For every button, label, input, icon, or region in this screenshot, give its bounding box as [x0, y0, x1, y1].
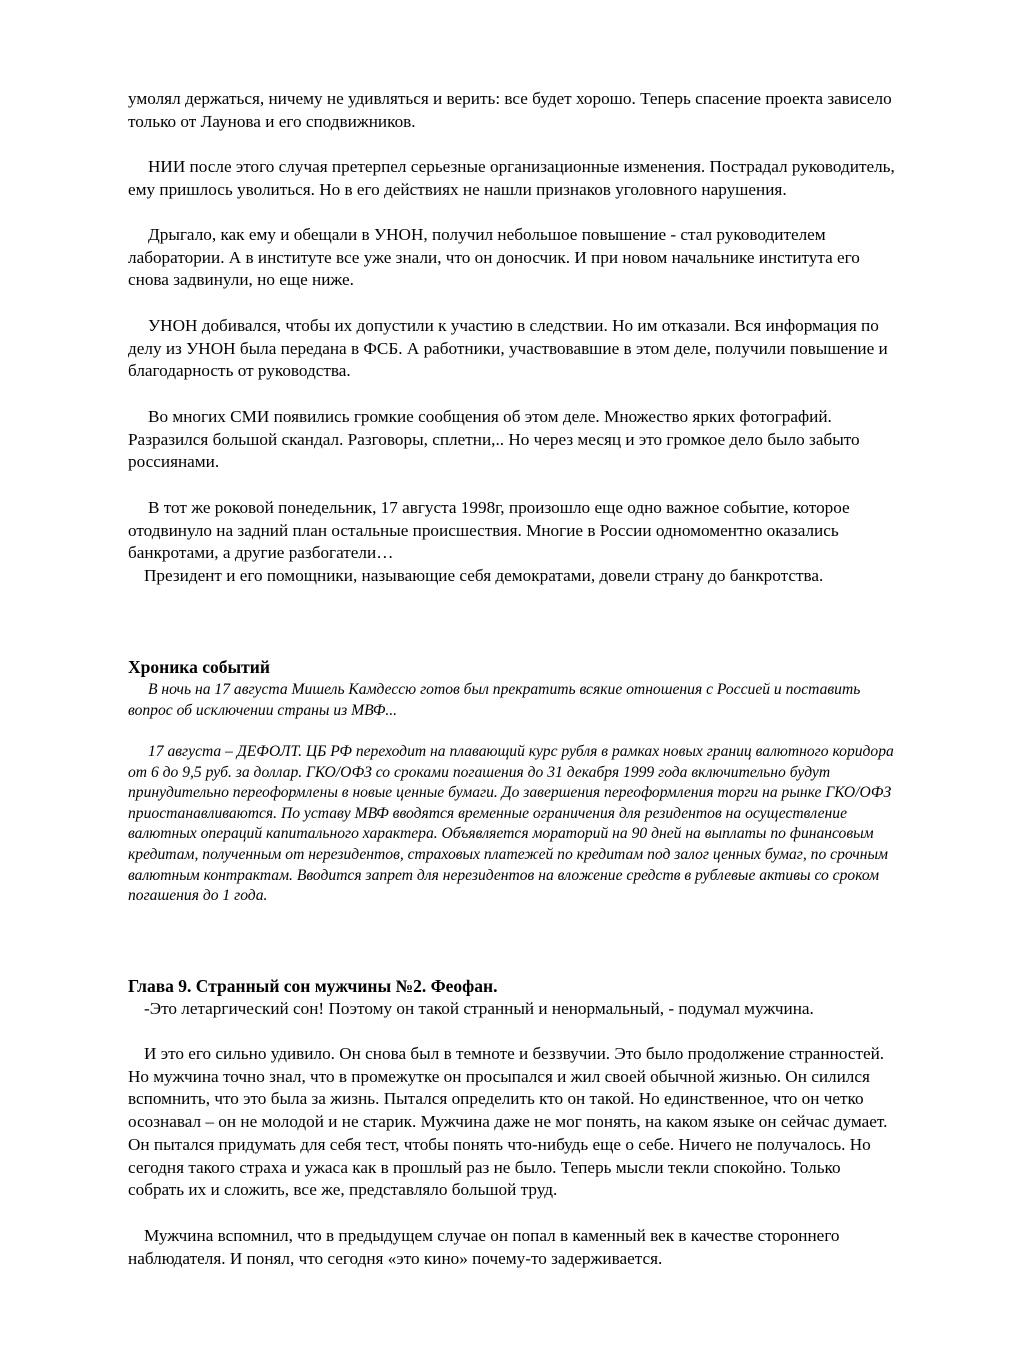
paragraph-6: В тот же роковой понедельник, 17 августа 1998г, произошло еще одно важное событие, которое отодвинуло на задний план остальные происшествия. Многие в России одномоментно оказались банкротами, а другие разбогатели… [128, 498, 850, 563]
chronicle-paragraph-2: 17 августа – ДЕФОЛТ. ЦБ РФ переходит на плавающий курс рубля в рамках новых границ валютного коридора от 6 до 9,5 руб. за доллар. ГКО/ОФЗ со сроками погашения до 31 декабря 1999 года включительно будут принудительно переоформлены в новые ценные бумаги. До завершения переоформления торги на рынке ГКО/ОФЗ приостанавливаются. По уставу МВФ вводятся временные ограничения для резидентов на осуществление валютных операций капитального характера. Объявляется мораторий на 90 дней на выплаты по финансовым кредитам, полученным от нерезидентов, страховых платежей по кредитам под залог ценных бумаг, по срочным валютным контрактам. Вводится запрет для нерезидентов на вложение средств в рублевые активы со сроком погашения до 1 года. [128, 743, 894, 905]
paragraph-5: Во многих СМИ появились громкие сообщения об этом деле. Множество ярких фотографий. Разразился большой скандал. Разговоры, сплетни,.. Но через месяц и это громкое дело было забыто россиянами. [128, 407, 860, 472]
chronicle-paragraph-1: В ночь на 17 августа Мишель Камдессю готов был прекратить всякие отношения с Россией и поставить вопрос об исключении страны из МВФ... [128, 681, 861, 719]
paragraph-3: Дрыгало, как ему и обещали в УНОН, получил небольшое повышение - стал руководителем лаборатории. А в институте все уже знали, что он доносчик. И при новом начальнике института его снова задвинули, но еще ниже. [128, 225, 860, 290]
paragraph-1: умолял держаться, ничему не удивляться и верить: все будет хорошо. Теперь спасение проекта зависело только от Лаунова и его сподвижников. [128, 89, 892, 131]
chapter-paragraph-1: -Это летаргический сон! Поэтому он такой странный и ненормальный, - подумал мужчина. [144, 999, 814, 1018]
chapter-paragraph-3: Мужчина вспомнил, что в предыдущем случае он попал в каменный век в качестве стороннего наблюдателя. И понял, что сегодня «это кино» почему-то задерживается. [128, 1226, 840, 1268]
paragraph-7: Президент и его помощники, называющие себя демократами, довели страну до банкротства. [144, 566, 824, 585]
paragraph-2: НИИ после этого случая претерпел серьезные организационные изменения. Пострадал руководитель, ему пришлось уволиться. Но в его действиях не нашли признаков уголовного нарушения. [128, 157, 895, 199]
chapter-heading: Глава 9. Странный сон мужчины №2. Феофан. [128, 976, 498, 996]
chronicle-heading: Хроника событий [128, 657, 270, 677]
chapter-paragraph-2: И это его сильно удивило. Он снова был в темноте и беззвучии. Это было продолжение странностей. Но мужчина точно знал, что в промежутке он просыпался и жил своей обычной жизнью. Он силился вспомнить, что это была за жизнь. Пытался определить кто он такой. Но единственное, что он четко осознавал – он не молодой и не старик. Мужчина даже не мог понять, на каком языке он сейчас думает. Он пытался придумать для себя тест, чтобы понять что-нибудь еще о себе. Ничего не получалось. Но сегодня такого страха и ужаса как в прошлый раз не было. Теперь мысли текли спокойно. Только собрать их и сложить, все же, представляло большой труд. [128, 1044, 888, 1200]
paragraph-4: УНОН добивался, чтобы их допустили к участию в следствии. Но им отказали. Вся информация по делу из УНОН была передана в ФСБ. А работники, участвовавшие в этом деле, получили повышение и благодарность от руководства. [128, 316, 888, 381]
